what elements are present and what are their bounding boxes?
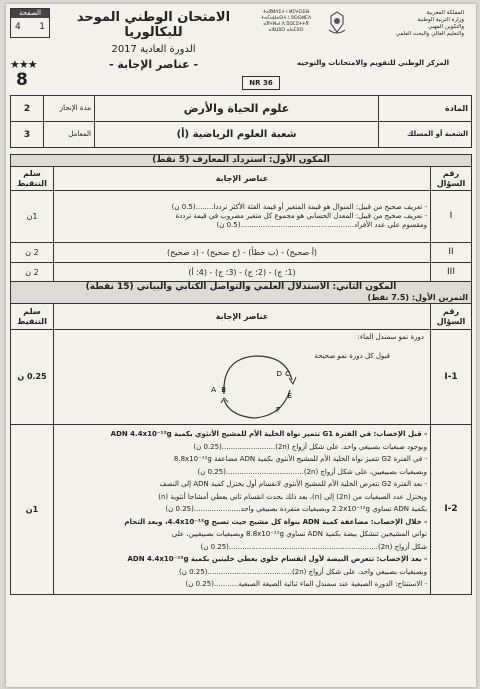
- part2-score-1: 0.25 ن: [11, 330, 54, 425]
- part1-q3: III: [431, 263, 472, 283]
- cycle-label-e: E: [287, 392, 292, 400]
- coef-label: المعامل: [44, 122, 95, 148]
- part1-answer-2: (أ صحيح) - (ب خطأ) - (ج صحيح) - (د صحيح): [54, 243, 431, 263]
- part1-answer-3: (1؛ ج) - (2؛ ج) - (3؛ ج) - (4؛ أ): [54, 263, 431, 283]
- answer-line: - قبل الإخصاب: في الفترة G1 تتميز نواة الخلية الأم للمشيج الأنثوي بكمية ADN 4.4x10⁻¹²g: [110, 430, 427, 439]
- part2-score-2: 1ن: [11, 425, 54, 595]
- cycle-label-d: D: [276, 370, 282, 378]
- part2-exercise: التمرين الأول: (7.5 نقط): [367, 293, 468, 302]
- answer-line: - تعريف صحيح من قبيل: المنوال هو قيمة المتغير أو قيمة الفئة الأكثر ترددا........(0.5 ن): [171, 203, 427, 211]
- page-label: الصفحة: [11, 9, 49, 18]
- answer-line: - في الفترة G2 تتميز نواة الخلية الأم للمشيج الأنثوي بكمية ADN مضاعفة 8.8x10⁻¹²g: [173, 455, 427, 464]
- center-name: المركز الوطني للتقويم والامتحانات والتوجيه: [297, 59, 449, 67]
- part1-title: المكون الأول: استرداد المعارف (5 نقط): [11, 155, 472, 167]
- answer-line: - بعد الفترة G2 تتعرض الخلية الأم للمشيج الأنثوي لانقسام أول يختزل كمية ADN إلى النصف: [159, 480, 427, 489]
- duration-value: 2: [11, 96, 44, 122]
- exam-info-table: [10, 95, 472, 148]
- exam-subtitle: - عناصر الإجابة -: [108, 58, 199, 71]
- part2-title-cell: [11, 282, 472, 304]
- part1-q2: II: [431, 243, 472, 263]
- part1-q1: I: [431, 191, 472, 243]
- subject-label: المادة: [379, 96, 472, 122]
- answer-line: ويختزل عدد الصبغيات من (2n) إلى (n)، بعد ذلك يحدث انقسام ثاني يعطي أمشاجا أنثوية (n): [158, 492, 427, 501]
- cycle-note: قبول كل دورة نمو صحيحة: [314, 352, 390, 360]
- cycle-diagram: [194, 350, 304, 422]
- exam-title: الامتحان الوطني الموحد للبكالوريا: [76, 10, 231, 40]
- stars: ★★★: [10, 58, 37, 71]
- grade-mark: 8: [16, 70, 28, 90]
- ministry-name: المملكة المغربية وزارة التربية الوطنية والتكوين المهني والتعليم العالي والبحث العلمي: [395, 10, 464, 37]
- answer-line: - بعد الإخصاب: تتعرض البيضة لأول انقسام خلوي يعطي خليتين بكمية ADN 4.4x10⁻¹²g: [127, 555, 427, 564]
- answer-line: - خلال الإخصاب: مضاعفة كمية ADN بنواة كل مشيج حيث تصبح 4.4x10⁻¹²g، وبعد التحام: [124, 517, 427, 526]
- exam-page: [6, 4, 476, 687]
- coef-value: 3: [11, 122, 44, 148]
- part2-answer-2: [54, 425, 431, 595]
- cycle-label-b: B: [221, 386, 226, 394]
- exam-title-block: [56, 10, 251, 70]
- part2-answer-1: [54, 330, 431, 425]
- part1-score-1: 1ن: [11, 191, 54, 243]
- part1-score-3: 2 ن: [11, 263, 54, 283]
- part2-title: المكون الثاني: الاستدلال العلمي والتواصل الكتابي والبياني (15 نقطة): [85, 282, 397, 292]
- part2-col-score: سلم التنقيط: [11, 304, 54, 330]
- answer-line: بكمية ADN تساوي 2.2x10⁻¹²g وبصبغيات منفردة بصبيغي واحد.....................(0.25 ن): [165, 505, 427, 514]
- page-num: 1: [39, 22, 45, 32]
- page-number-box: [10, 8, 50, 38]
- part1-col-score: سلم التنقيط: [11, 167, 54, 191]
- answer-line: وبصبغيات بصبيغي واحد، على شكل أزواج (2n)......................................(0.25 ن): [179, 567, 427, 576]
- exam-session: الدورة العادية 2017: [111, 44, 196, 55]
- ministry-name-tifinagh: ⵜⴰⴳⵍⴷⵉⵜ ⵏ ⵍⵎⵖⵔⵉⴱ ⵜⴰⵎⴰⵡⴰⵙⵜ ⵏ ⵓⵙⵙⵍⵎⴷ ⴰⴳⵖⵍⴰⵏ ⴷ ⵓⵙⵎⵓⵜⵜⴳ ⴰⵣⵡⵓⵔ ⴰⵏⴰⵎⵓⵔ: [260, 10, 312, 33]
- duration-label: مدة الإنجاز: [44, 96, 95, 122]
- part2-col-elements: عناصر الإجابة: [54, 304, 431, 330]
- cycle-label-a: A: [211, 386, 216, 394]
- answer-line: ومقسوم على عدد الأفراد...................................................(0.5 ن): [216, 221, 427, 229]
- answer-line: وبصبغيات بصبيغيين، على شكل أزواج (2n)...................................(0.25 ن): [197, 467, 427, 476]
- page-total: 4: [15, 22, 21, 32]
- part2-q2: 2-I: [431, 425, 472, 595]
- cycle-label-c: C: [285, 370, 290, 378]
- answer-line: نواتي المشيجين تتشكل بيضة بكمية ADN تساوي 8.8x10⁻¹²g وبصبغيات بصبيغيين، على: [171, 530, 427, 539]
- part1-answer-1: [54, 191, 431, 243]
- part2-q1: 1-I: [431, 330, 472, 425]
- subject-value: علوم الحياة والأرض: [95, 96, 379, 122]
- cycle-title: دورة نمو سمندل الماء:: [357, 333, 424, 341]
- emblem-icon: [326, 10, 348, 36]
- part2-table: [10, 281, 472, 595]
- part1-col-q: رقم السؤال: [431, 167, 472, 191]
- answer-line: وبوجود صبغيات بصبيغي واحد، على شكل أزواج (2n)........................(0.25 ن): [193, 442, 427, 451]
- part1-col-elements: عناصر الإجابة: [54, 167, 431, 191]
- answer-line: شكل أزواج (2n)...................................................................(0.25 ن): [200, 542, 427, 551]
- answer-line: - تعريف صحيح من قبيل: المعدل الحسابي هو مجموع كل متغير مضروب في قيمة ترددة: [175, 212, 427, 220]
- branch-value: شعبة العلوم الرياضية (أ): [95, 122, 379, 148]
- branch-label: الشعبة أو المسلك: [379, 122, 472, 148]
- answer-line: - الاستنتاج: الدورة الصبغية عند سمندل الماء ثنائية الصيغة الصبغية...........(0.25 ن): [185, 580, 427, 589]
- part2-col-q: رقم السؤال: [431, 304, 472, 330]
- part1-table: [10, 154, 472, 283]
- cycle-label-f: F: [275, 406, 280, 414]
- exam-code: NR 36: [242, 76, 280, 90]
- part1-score-2: 2 ن: [11, 243, 54, 263]
